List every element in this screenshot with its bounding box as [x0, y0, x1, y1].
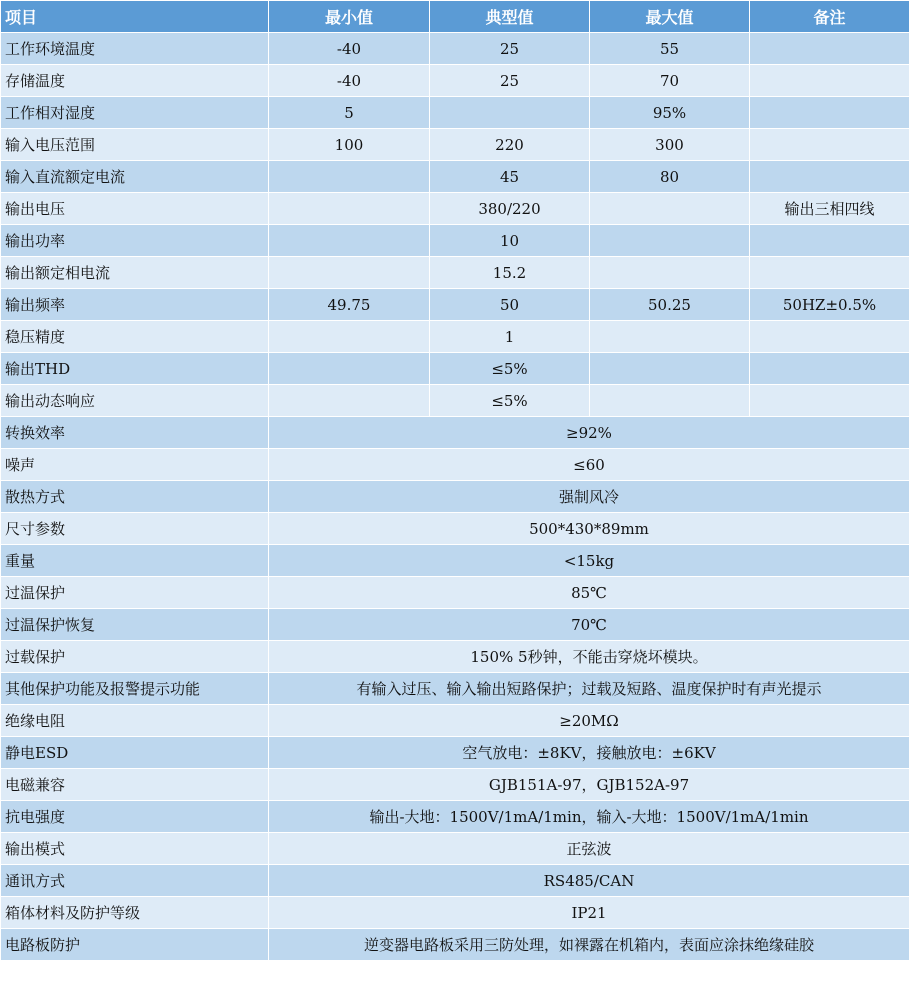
table-row — [1, 545, 909, 577]
row-merged-value: 输出-大地：1500V/1mA/1min，输入-大地：1500V/1mA/1min — [269, 801, 909, 833]
cell-remark: 50HZ±0.5% — [750, 289, 909, 321]
cell-remark — [750, 321, 909, 353]
row-label: 电路板防护 — [1, 929, 269, 961]
row-label: 绝缘电阻 — [1, 705, 269, 737]
cell-typical: 1 — [430, 321, 590, 353]
row-label: 输入直流额定电流 — [1, 161, 269, 193]
row-label: 抗电强度 — [1, 801, 269, 833]
row-label: 输出频率 — [1, 289, 269, 321]
row-label: 输出额定相电流 — [1, 257, 269, 289]
table-row — [1, 97, 909, 129]
cell-typical: 25 — [430, 65, 590, 97]
row-label: 噪声 — [1, 449, 269, 481]
cell-max — [590, 257, 750, 289]
cell-remark — [750, 225, 909, 257]
row-label: 输入电压范围 — [1, 129, 269, 161]
table-row — [1, 705, 909, 737]
table-row — [1, 33, 909, 65]
table-header — [1, 1, 909, 33]
row-label: 电磁兼容 — [1, 769, 269, 801]
row-merged-value: 空气放电：±8KV，接触放电：±6KV — [269, 737, 909, 769]
cell-max: 300 — [590, 129, 750, 161]
table-row — [1, 321, 909, 353]
table-row — [1, 65, 909, 97]
table-body — [1, 33, 909, 961]
cell-typical: ≤5% — [430, 385, 590, 417]
row-label: 其他保护功能及报警提示功能 — [1, 673, 269, 705]
cell-remark: 输出三相四线 — [750, 193, 909, 225]
table-row — [1, 161, 909, 193]
cell-max — [590, 193, 750, 225]
cell-max — [590, 353, 750, 385]
header-remark: 备注 — [750, 1, 909, 33]
row-merged-value: RS485/CAN — [269, 865, 909, 897]
cell-min: 5 — [269, 97, 430, 129]
row-merged-value: ≥20MΩ — [269, 705, 909, 737]
table-row — [1, 353, 909, 385]
table-row — [1, 129, 909, 161]
cell-max: 55 — [590, 33, 750, 65]
row-label: 输出功率 — [1, 225, 269, 257]
row-merged-value: 150% 5秒钟，不能击穿烧坏模块。 — [269, 641, 909, 673]
cell-remark — [750, 97, 909, 129]
row-label: 输出电压 — [1, 193, 269, 225]
cell-remark — [750, 161, 909, 193]
table-row — [1, 417, 909, 449]
cell-min: 49.75 — [269, 289, 430, 321]
row-label: 静电ESD — [1, 737, 269, 769]
cell-typical: 45 — [430, 161, 590, 193]
row-label: 稳压精度 — [1, 321, 269, 353]
row-merged-value: GJB151A-97，GJB152A-97 — [269, 769, 909, 801]
cell-max: 95% — [590, 97, 750, 129]
row-merged-value: <15kg — [269, 545, 909, 577]
cell-min — [269, 193, 430, 225]
cell-max — [590, 225, 750, 257]
table-row — [1, 641, 909, 673]
row-merged-value: 强制风冷 — [269, 481, 909, 513]
cell-max: 50.25 — [590, 289, 750, 321]
row-label: 尺寸参数 — [1, 513, 269, 545]
cell-max — [590, 321, 750, 353]
table-row — [1, 769, 909, 801]
header-min: 最小值 — [269, 1, 430, 33]
row-label: 转换效率 — [1, 417, 269, 449]
row-label: 散热方式 — [1, 481, 269, 513]
cell-typical — [430, 97, 590, 129]
row-label: 过温保护 — [1, 577, 269, 609]
cell-min — [269, 257, 430, 289]
row-label: 输出动态响应 — [1, 385, 269, 417]
cell-typical: 10 — [430, 225, 590, 257]
table-row — [1, 193, 909, 225]
cell-min: 100 — [269, 129, 430, 161]
cell-typical: 380/220 — [430, 193, 590, 225]
row-label: 过载保护 — [1, 641, 269, 673]
cell-min — [269, 225, 430, 257]
row-merged-value: ≤60 — [269, 449, 909, 481]
table-row — [1, 577, 909, 609]
row-merged-value: IP21 — [269, 897, 909, 929]
cell-typical: ≤5% — [430, 353, 590, 385]
row-merged-value: 85℃ — [269, 577, 909, 609]
cell-min — [269, 353, 430, 385]
cell-min: -40 — [269, 65, 430, 97]
row-merged-value: 逆变器电路板采用三防处理，如裸露在机箱内，表面应涂抹绝缘硅胶 — [269, 929, 909, 961]
cell-max — [590, 385, 750, 417]
table-row — [1, 865, 909, 897]
row-label: 工作相对湿度 — [1, 97, 269, 129]
header-typical: 典型值 — [430, 1, 590, 33]
row-label: 箱体材料及防护等级 — [1, 897, 269, 929]
table-row — [1, 513, 909, 545]
row-merged-value: 有输入过压、输入输出短路保护；过载及短路、温度保护时有声光提示 — [269, 673, 909, 705]
table-row — [1, 833, 909, 865]
table-row — [1, 257, 909, 289]
row-label: 通讯方式 — [1, 865, 269, 897]
table-row — [1, 385, 909, 417]
row-merged-value: 500*430*89mm — [269, 513, 909, 545]
table-row — [1, 609, 909, 641]
row-label: 重量 — [1, 545, 269, 577]
row-label: 存储温度 — [1, 65, 269, 97]
cell-max: 80 — [590, 161, 750, 193]
row-label: 工作环境温度 — [1, 33, 269, 65]
cell-typical: 15.2 — [430, 257, 590, 289]
cell-remark — [750, 257, 909, 289]
row-label: 过温保护恢复 — [1, 609, 269, 641]
cell-min — [269, 161, 430, 193]
table-row — [1, 801, 909, 833]
cell-min — [269, 385, 430, 417]
cell-remark — [750, 129, 909, 161]
cell-typical: 25 — [430, 33, 590, 65]
table-row — [1, 225, 909, 257]
cell-remark — [750, 65, 909, 97]
table-row — [1, 737, 909, 769]
table-row — [1, 449, 909, 481]
row-merged-value: 70℃ — [269, 609, 909, 641]
header-max: 最大值 — [590, 1, 750, 33]
cell-remark — [750, 353, 909, 385]
row-merged-value: 正弦波 — [269, 833, 909, 865]
table-row — [1, 897, 909, 929]
table-row — [1, 673, 909, 705]
cell-min: -40 — [269, 33, 430, 65]
header-row — [1, 1, 909, 33]
cell-remark — [750, 385, 909, 417]
table-row — [1, 289, 909, 321]
row-merged-value: ≥92% — [269, 417, 909, 449]
cell-max: 70 — [590, 65, 750, 97]
row-label: 输出THD — [1, 353, 269, 385]
table-row — [1, 481, 909, 513]
cell-remark — [750, 33, 909, 65]
cell-typical: 220 — [430, 129, 590, 161]
row-label: 输出模式 — [1, 833, 269, 865]
header-item: 项目 — [1, 1, 269, 33]
table-row — [1, 929, 909, 961]
cell-min — [269, 321, 430, 353]
cell-typical: 50 — [430, 289, 590, 321]
